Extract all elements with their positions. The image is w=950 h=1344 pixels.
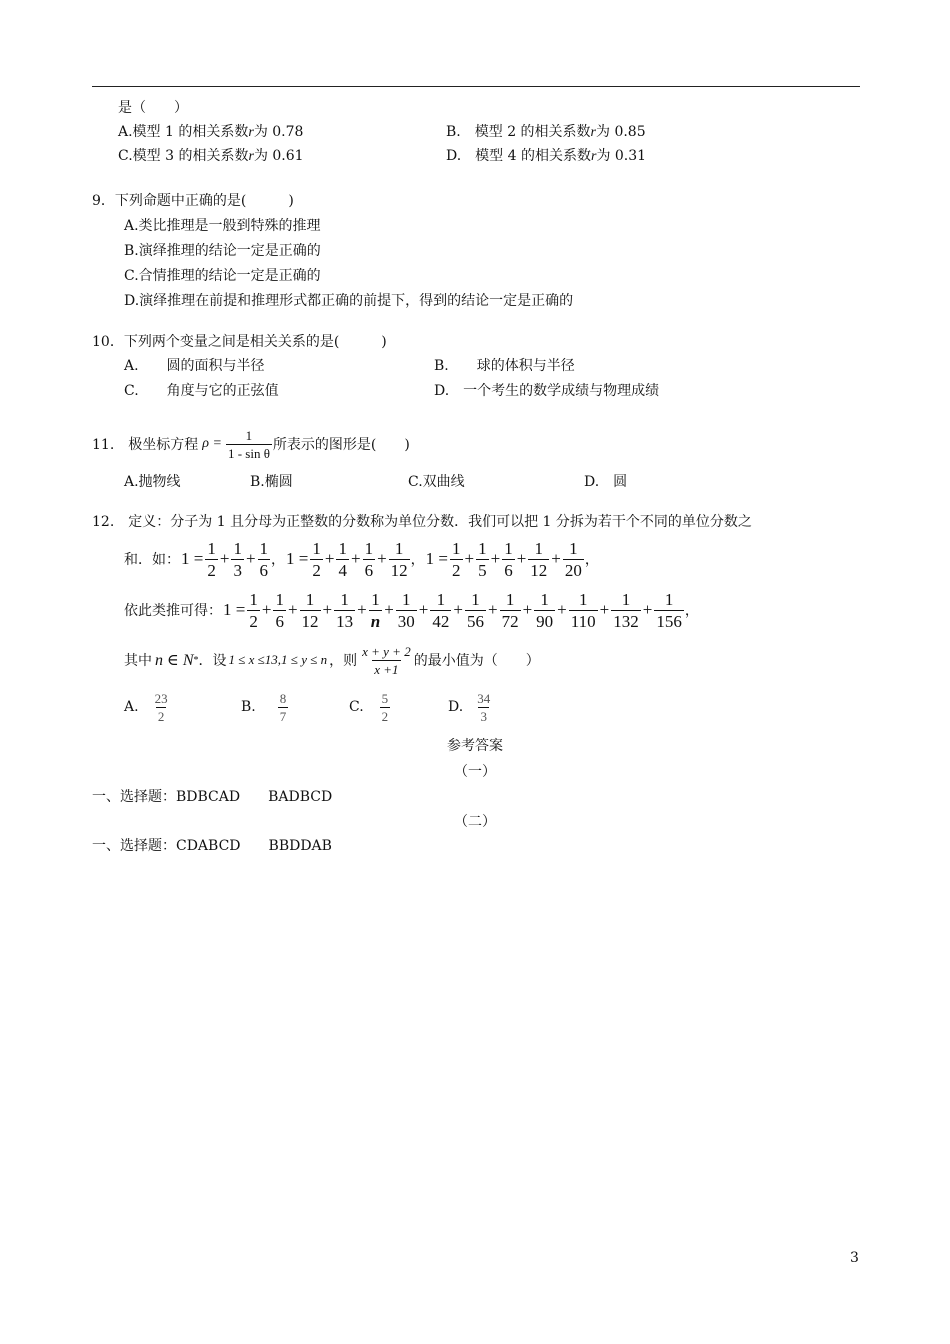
equation-lhs: 1 = (223, 600, 246, 619)
q10-option-a: A. 圆的面积与半径 (124, 358, 265, 374)
q12-equation-1 (180, 540, 271, 579)
equation-lhs: 1 = (425, 549, 448, 568)
q12-equation-3 (425, 540, 585, 579)
q11-fraction: $\frac{1}{\text{1 - sin θ}}$ (227, 427, 270, 461)
equation-lhs: 1 = (286, 549, 309, 568)
q12-option-a: A. $\frac{23}{2}$ (124, 690, 168, 724)
plus-sign: + (324, 549, 335, 568)
unit-fraction: $\frac{1}{90}$ (536, 589, 554, 631)
plus-sign: + (350, 549, 361, 568)
plus-sign: + (487, 600, 498, 619)
q11-option-b: B.椭圆 (250, 474, 293, 490)
unit-fraction: $\frac{1}{12}$ (301, 589, 319, 631)
plus-sign: + (599, 600, 610, 619)
q8-option-c: C.模型 3 的相关系数r为 0.61 (118, 148, 304, 164)
unit-fraction: $\frac{1}{6}$ (275, 589, 284, 631)
plus-sign: + (522, 600, 533, 619)
q12-equation-2 (285, 540, 411, 579)
unit-fraction: $\frac{1}{2}$ (207, 538, 216, 580)
equation-lhs: 1 = (181, 549, 204, 568)
unit-fraction: $\frac{1}{6}$ (364, 538, 374, 580)
plus-sign: + (245, 549, 256, 568)
q9-stem: 9．下列命题中正确的是( ) (92, 193, 294, 209)
plus-sign: + (642, 600, 653, 619)
unit-fraction: $\frac{1}{2}$ (249, 589, 258, 631)
plus-sign: + (490, 549, 501, 568)
plus-sign: + (219, 549, 230, 568)
answers-title: 参考答案 (447, 738, 503, 754)
unit-fraction: $\frac{1}{42}$ (432, 589, 450, 631)
unit-fraction: $\frac{1}{6}$ (259, 538, 269, 580)
q10-option-d: D. 一个考生的数学成绩与物理成绩 (434, 383, 660, 399)
answers-part1-line: 一、选择题：BDBCAD BADBCD (92, 789, 333, 805)
q11-option-d: D. 圆 (584, 474, 628, 490)
unit-fraction: $\frac{1}{5}$ (478, 538, 487, 580)
unit-fraction: $\frac{1}{156}$ (656, 589, 682, 631)
q8-option-d: D. 模型 4 的相关系数r为 0.31 (446, 148, 647, 164)
q11-option-a: A.抛物线 (124, 474, 181, 490)
header-rule (92, 86, 860, 87)
q12-general-line: 依此类推可得： 1 = $\frac{1}{2}$ + $\frac{1}{6}$ + $\frac{1}{12}$ + $\frac{1}{13}$ + $\frac{1}{n}$ + $\frac{1}{30}$ + $\frac{1}{42}$ + $\frac{1}{56}$ + $\frac{1}{72}$ + $\frac{1}{90}$ + $\frac{1}{110}$ + $\frac{1}{132}$ + $\frac{1}{156}$ ， (124, 589, 699, 631)
plus-sign: + (557, 600, 567, 619)
unit-fraction: $\frac{1}{2}$ (452, 538, 461, 580)
plus-sign: + (453, 600, 463, 619)
unit-fraction: $\frac{1}{20}$ (564, 538, 582, 580)
plus-sign: + (261, 600, 272, 619)
q9-option-a: A.类比推理是一般到特殊的推理 (124, 218, 321, 234)
plus-sign: + (551, 549, 561, 568)
answers-part1-label: （一） (454, 764, 496, 780)
plus-sign: + (287, 600, 298, 619)
q12-option-b: B. $\frac{8}{7}$ (241, 690, 287, 724)
q12-condition-line: 其中 n ∈ N * ．设 1 ≤ x ≤13,1 ≤ y ≤ n ，则 $\frac{x + y + 2}{x +1}$ 的最小值为（ ） (124, 643, 540, 677)
plus-sign: + (377, 549, 387, 568)
plus-sign: + (516, 549, 527, 568)
unit-fraction: $\frac{1}{2}$ (312, 538, 321, 580)
q10-stem: 10．下列两个变量之间是相关关系的是( ) (92, 334, 387, 350)
q8-option-b: B. 模型 2 的相关系数r为 0.85 (446, 124, 646, 140)
q8-stem-tail: 是（ ） (118, 100, 188, 116)
unit-fraction: $\frac{1}{4}$ (338, 538, 347, 580)
unit-fraction: $\frac{1}{56}$ (466, 589, 484, 631)
answers-part2-label: （二） (454, 814, 496, 830)
plus-sign: + (418, 600, 429, 619)
q12-examples-line: 和．如： 1 = $\frac{1}{2}$ + $\frac{1}{3}$ + $\frac{1}{6}$ ， 1 = $\frac{1}{2}$ + $\frac{1}{4}$ + $\frac{1}{6}$ + $\frac{1}{12}$ ， 1 = $\frac{1}{2}$ + $\frac{1}{5}$ + $\frac{1}{6}$ + $\frac{1}{12}$ + $\frac{1}{20}$ ， (124, 538, 599, 580)
plus-sign: + (384, 600, 394, 619)
plus-sign: + (322, 600, 333, 619)
page-number: 3 (850, 1250, 859, 1266)
unit-fraction: $\frac{1}{132}$ (613, 589, 639, 631)
unit-fraction: $\frac{1}{12}$ (530, 538, 548, 580)
q10-option-b: B. 球的体积与半径 (434, 358, 575, 374)
unit-fraction: $\frac{1}{72}$ (501, 589, 519, 631)
q12-option-c: C. $\frac{5}{2}$ (349, 690, 389, 724)
unit-fraction: $\frac{1}{3}$ (233, 538, 242, 580)
q11-stem: 11. 极坐标方程 ρ = $\frac{1}{\text{1 - sin θ}}$ 所表示的图形是( ) (92, 427, 410, 461)
plus-sign: + (357, 600, 367, 619)
q8-option-a: A.模型 1 的相关系数r为 0.78 (118, 124, 304, 140)
answers-part2-line: 一、选择题：CDABCD BBDDAB (92, 838, 332, 854)
unit-fraction: $\frac{1}{n}$ (370, 589, 381, 631)
q12-stem: 12. 定义：分子为 1 且分母为正整数的分数称为单位分数．我们可以把 1 分拆为若干个不同的单位分数之 (92, 514, 752, 530)
q12-equation-general (222, 591, 685, 630)
plus-sign: + (464, 549, 475, 568)
q9-option-d: D.演绎推理在前提和推理形式都正确的前提下，得到的结论一定是正确的 (124, 293, 574, 309)
q10-option-c: C. 角度与它的正弦值 (124, 383, 279, 399)
q12-option-d: D. $\frac{34}{3}$ (448, 690, 491, 724)
unit-fraction: $\frac{1}{13}$ (336, 589, 354, 631)
q12-target-fraction: $\frac{x + y + 2}{x +1}$ (362, 643, 411, 677)
unit-fraction: $\frac{1}{110}$ (570, 589, 596, 631)
unit-fraction: $\frac{1}{12}$ (390, 538, 408, 580)
unit-fraction: $\frac{1}{30}$ (397, 589, 415, 631)
q9-option-b: B.演绎推理的结论一定是正确的 (124, 243, 321, 259)
unit-fraction: $\frac{1}{6}$ (504, 538, 513, 580)
q9-option-c: C.合情推理的结论一定是正确的 (124, 268, 321, 284)
q11-option-c: C.双曲线 (408, 474, 465, 490)
